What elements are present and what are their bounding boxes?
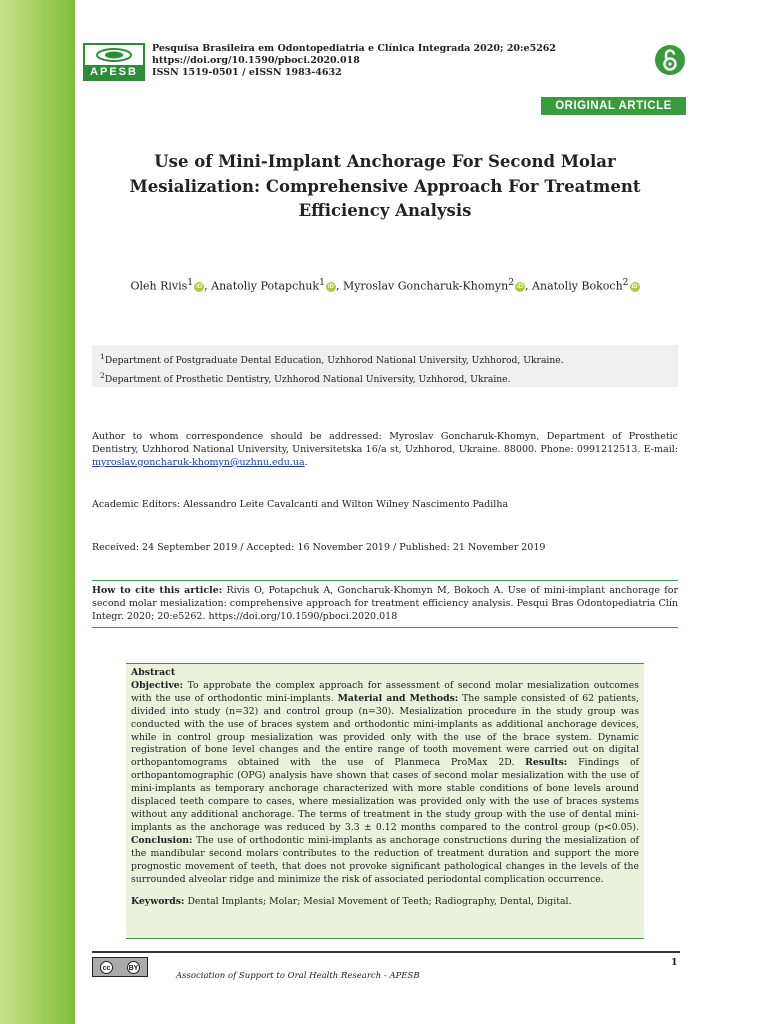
keywords	[131, 896, 639, 909]
results-label: Results:	[525, 757, 568, 769]
methods-text: The sample consisted of 62 patients, divided into study (n=32) and control group (n=30). Mesialization procedure in the study group was conducted with the use of braces system and orthodontic mini-implants as additional anchorage devices, while in control group mesialization was provided only with the use of the brace system. Dynamic registration of bone level changes and the entire range of tooth movement were carried out on digital orthopantomograms obtained with the use of Planmeca ProMax 2D.	[131, 692, 640, 769]
doi-line[interactable]: https://doi.org/10.1590/pboci.2020.018	[152, 55, 360, 66]
author-name: Anatoliy Bokoch	[532, 279, 623, 293]
open-access-icon	[655, 45, 685, 75]
orcid-icon[interactable]: iD	[631, 283, 638, 290]
journal-line: Pesquisa Brasileira em Odontopediatria e Clínica Integrada 2020; 20:e5262	[152, 43, 557, 54]
publication-dates: Received: 24 September 2019 / Accepted: 16 November 2019 / Published: 21 November 2019	[92, 542, 546, 553]
keywords-text: Dental Implants; Molar; Mesial Movement of Teeth; Radiography, Dental, Digital.	[187, 896, 572, 908]
correspondence	[92, 430, 678, 469]
green-sidebar	[0, 0, 75, 1024]
author-name: Anatoliy Potapchuk	[211, 279, 320, 293]
affiliation-sup: 2	[100, 371, 105, 381]
orcid-icon[interactable]: iD	[517, 283, 524, 290]
how-to-cite-box	[92, 580, 678, 628]
author-sup: 1	[319, 277, 325, 288]
authors-line: Oleh Rivis$^1$ iD , Anatoliy Potapchuk$^1$ iD , Myroslav Goncharuk-Khomyn$^2$ iD , Anatoliy Bokoch$^2$ iD	[130, 277, 638, 293]
affiliation-sup: 1	[100, 352, 105, 361]
orcid-icon[interactable]: iD	[327, 283, 334, 290]
conclusion-text: The use of orthodontic mini-implants as anchorage constructions during the mesialization of the mandibular second molars contributes to the reduction of treatment duration and support the more prognostic movement of teeth, that does not provoke significant pathological changes in the levels of the surrounded alveolar ridge and minimize the risk of associated periodontal complication occurrence.	[131, 834, 639, 885]
cite-text: Rivis O, Potapchuk A, Goncharuk-Khomyn M, Bokoch A. Use of mini-implant anchorage for second molar mesialization: comprehensive approach for treatment efficiency analysis. Pesqui Bras Odontopediatria Clín Integr. 2020; 20:e5262. https://doi.org/10.1590/pboci.2020.018	[92, 585, 678, 622]
cc-license-badge[interactable]	[92, 957, 148, 977]
results-text: Findings of orthopantomographic (OPG) analysis have shown that cases of second molar mesialization with the use of mini-implants as temporary anchorage characterized with more stable conditions of bone levels around displaced teeth compare to cases, where mesialization was provided only with the use of braces systems without any additional anchorage. The terms of treatment in the study group with the use of dental mini-implants as the anchorage was reduced by 3.3 ± 0.12 months compared to the control group (p<0.05).	[131, 757, 639, 833]
page-number: 1	[671, 957, 678, 968]
affiliations-box	[92, 345, 678, 387]
orcid-icon[interactable]: iD	[196, 283, 203, 290]
logo-eye-icon	[94, 47, 134, 63]
correspondence-end: .	[304, 457, 308, 468]
by-icon: BY	[127, 961, 140, 974]
article-title: Use of Mini-Implant Anchorage For Second Molar Mesialization: Comprehensive Approach For Treatment Efficiency Analysis	[129, 152, 641, 220]
affiliation-text: Department of Prosthetic Dentistry, Uzhhorod National University, Uzhhorod, Ukraine.	[104, 374, 511, 386]
author-sup: 1	[187, 277, 194, 288]
conclusion-label: Conclusion:	[131, 834, 193, 846]
methods-label: Material and Methods:	[337, 692, 459, 704]
footer-association: Association of Support to Oral Health Research - APESB	[176, 971, 420, 981]
correspondence-email-link[interactable]: myroslav.goncharuk-khomyn@uzhnu.edu.ua	[92, 457, 305, 468]
logo-text: APESB	[85, 65, 143, 79]
correspondence-text: Author to whom correspondence should be addressed: Myroslav Goncharuk-Khomyn, Department of Prosthetic Dentistry, Uzhhorod National University, Universitetska 16/a st, Uzhhorod, Ukraine. 88000. Phone: 0991212513. E-mail:	[92, 431, 678, 455]
cite-label: How to cite this article:	[92, 585, 223, 596]
author-name: Oleh Rivis	[130, 279, 188, 293]
keywords-label: Keywords:	[131, 896, 185, 908]
objective-label: Objective:	[131, 679, 184, 691]
cc-icon: cc	[100, 961, 113, 974]
journal-info	[152, 43, 556, 79]
article-type-badge: ORIGINAL ARTICLE	[541, 97, 686, 115]
apesb-logo	[83, 43, 145, 81]
affiliation-item	[100, 368, 678, 387]
affiliation-item	[100, 349, 678, 368]
author-name: Myroslav Goncharuk-Khomyn	[342, 279, 509, 293]
abstract-body	[131, 680, 639, 887]
academic-editors: Academic Editors: Alessandro Leite Cavalcanti and Wilton Wilney Nascimento Padilha	[92, 499, 509, 510]
affiliation-text: Department of Postgraduate Dental Education, Uzhhorod National University, Uzhhorod, Ukraine.	[104, 355, 564, 367]
abstract-heading: Abstract	[131, 667, 176, 678]
abstract-box	[126, 663, 644, 939]
objective-text: To approbate the complex approach for assessment of second molar mesialization outcomes with the use of orthodontic mini-implants.	[131, 679, 639, 704]
author-sup: 2	[508, 277, 515, 288]
issn-line: ISSN 1519-0501 / eISSN 1983-4632	[152, 67, 342, 78]
author-sup: 2	[622, 277, 629, 288]
footer-rule	[92, 951, 680, 953]
